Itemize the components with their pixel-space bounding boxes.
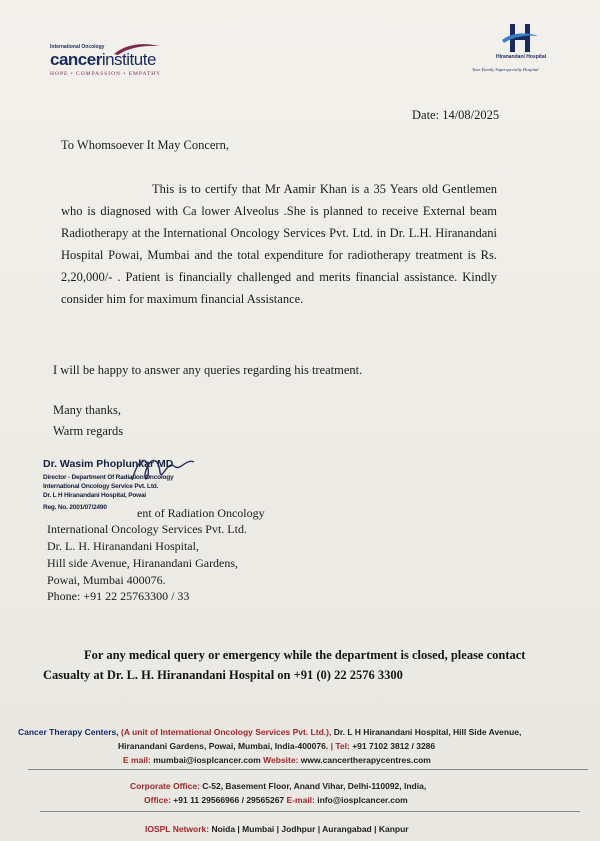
logo-small-text: International Oncology bbox=[50, 44, 105, 50]
footer-website-value[interactable]: www.cancertherapycentres.com bbox=[300, 755, 431, 765]
stamp-line-1: Director - Department Of Radiation Oncology bbox=[43, 474, 174, 481]
footer-network-line bbox=[145, 824, 409, 834]
stamp-line-4: Reg. No. 2001/07/2490 bbox=[43, 504, 107, 511]
cancer-institute-logo bbox=[50, 42, 215, 82]
stamp-line-3: Dr. L H Hiranandani Hospital, Powai bbox=[43, 492, 147, 499]
closing-thanks: Many thanks, bbox=[53, 403, 122, 417]
hiranandani-logo bbox=[468, 20, 568, 80]
footer-centers-address: Dr. L H Hiranandani Hospital, Hill Side Avenue, bbox=[333, 727, 522, 737]
footer-office-label: Office: bbox=[144, 795, 171, 805]
hospital-tagline: Your Family Superspecialty Hospital bbox=[472, 67, 539, 72]
footer-network-value: Noida | Mumbai | Jodhpur | Aurangabad | Kanpur bbox=[211, 824, 409, 834]
footer-corporate-line bbox=[130, 781, 426, 791]
footer-corporate-label: Corporate Office: bbox=[130, 781, 200, 791]
footer-address-2: Hiranandani Gardens, Powai, Mumbai, India-400076. bbox=[118, 741, 329, 751]
footer-centers-unit: (A unit of International Oncology Services Pvt. Ltd.), bbox=[121, 727, 332, 737]
logo-tagline: HOPE • COMPASSION • EMPATHY bbox=[50, 71, 162, 77]
salutation: To Whomsoever It May Concern, bbox=[61, 138, 229, 152]
signature bbox=[128, 450, 208, 490]
queries-line: I will be happy to answer any queries regarding his treatment. bbox=[53, 363, 363, 377]
closing-regards: Warm regards bbox=[53, 424, 124, 438]
footer-office-value: +91 11 29566966 / 29565267 bbox=[173, 795, 285, 805]
footer-email-value[interactable]: mumbai@iosplcancer.com bbox=[153, 755, 261, 765]
stamp-doctor-name: Dr. Wasim Phoplunkar MD bbox=[43, 458, 174, 470]
certificate-paragraph: This is to certify that Mr Aamir Khan is a 35 Years old Gentlemen who is diagnosed with Ca lower Alveolus .She is planned to receive External beam Radiotherapy at the International Oncology Services Pvt. Ltd. in Dr. L.H. Hiranandani Hospital Powai, Mumbai and the total expenditure for radiotherapy treatment is Rs. 2,20,000/- . Patient is financially challenged and merits financial assistance. Kindly consider him for maximum financial Assistance. bbox=[61, 182, 497, 306]
footer-centers-label: Cancer Therapy Centers, bbox=[18, 727, 119, 737]
footer-corp-email-value[interactable]: info@iosplcancer.com bbox=[317, 795, 408, 805]
footer-address-line bbox=[118, 741, 435, 751]
footer-email-line bbox=[123, 755, 431, 765]
footer-tel-value: +91 7102 3812 / 3286 bbox=[352, 741, 436, 751]
logo-main-bold: cancer bbox=[50, 50, 102, 69]
signatory-phone: Phone: +91 22 25763300 / 33 bbox=[47, 589, 190, 603]
footer-centers-line bbox=[18, 727, 521, 737]
footer-divider-2 bbox=[40, 811, 580, 812]
logo-main-text bbox=[50, 50, 156, 70]
signatory-street: Hill side Avenue, Hiranandani Gardens, bbox=[47, 556, 239, 570]
footer-office-line bbox=[144, 795, 408, 805]
footer-email-label: E mail: bbox=[123, 755, 151, 765]
emergency-line-2: Casualty at Dr. L. H. Hiranandani Hospital on +91 (0) 22 2576 3300 bbox=[43, 668, 403, 682]
signatory-dept: ent of Radiation Oncology bbox=[137, 506, 265, 520]
letter-date: Date: 14/08/2025 bbox=[412, 108, 500, 122]
footer-network-label: IOSPL Network: bbox=[145, 824, 210, 834]
signatory-city: Powai, Mumbai 400076. bbox=[47, 573, 166, 587]
hospital-name: Hiranandani Hospital bbox=[496, 54, 547, 60]
signatory-hospital: Dr. L. H. Hiranandani Hospital, bbox=[47, 539, 199, 553]
signatory-org: International Oncology Services Pvt. Ltd. bbox=[47, 522, 247, 536]
footer-divider-1 bbox=[28, 769, 588, 770]
stamp-line-2: International Oncology Service Pvt. Ltd. bbox=[43, 483, 159, 490]
hospital-h-icon bbox=[502, 24, 538, 54]
footer-corp-email-label: E-mail: bbox=[286, 795, 315, 805]
footer-corporate-value: C-52, Basement Floor, Anand Vihar, Delhi-110092, India, bbox=[202, 781, 427, 791]
emergency-line-1: For any medical query or emergency while the department is closed, please contact bbox=[84, 648, 526, 662]
footer-tel-label: | Tel: bbox=[330, 741, 350, 751]
footer-website-label: Website: bbox=[263, 755, 299, 765]
logo-main-light: institute bbox=[101, 50, 156, 69]
